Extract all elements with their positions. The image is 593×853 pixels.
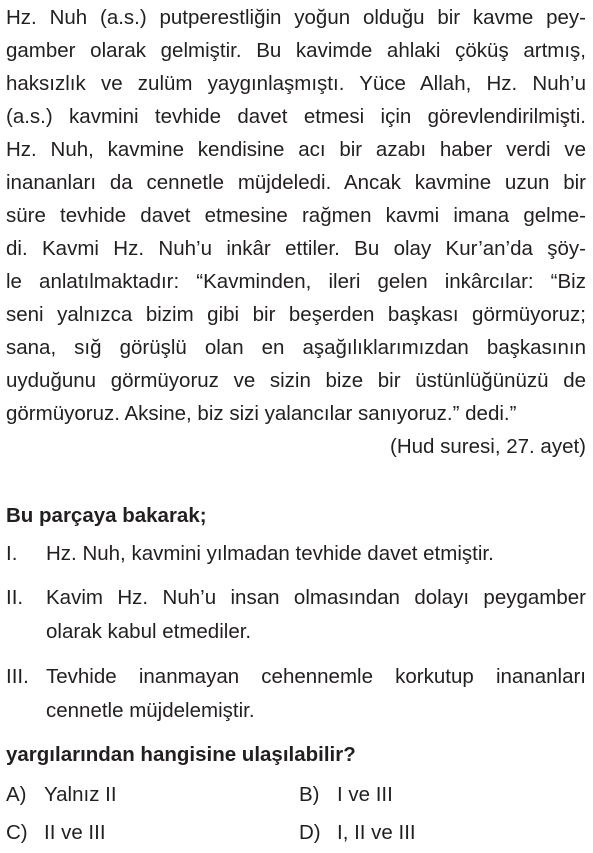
option-letter: D) [299,821,321,844]
option-letter: B) [299,783,320,806]
passage-line: Hz. Nuh (a.s.) putperestliğin yoğun olduğu bir kavme pey- [6,6,586,29]
option-letter: A) [6,783,27,806]
passage-line: uyduğunu görmüyoruz ve sizin bize bir üstünlüğünüzü de [6,369,586,392]
statement-text: Hz. Nuh, kavmini yılmadan tevhide davet etmiştir. [46,542,494,565]
statement-text: olarak kabul etmediler. [46,620,252,643]
passage-line: süre tevhide davet etmesine rağmen kavmi imana gelme- [6,204,586,227]
option-text: Yalnız II [44,783,117,806]
answer-option-b[interactable] [299,777,393,813]
passage-line: sana, sığ görüşlü olan en aşağılıklarımızdan başkasının [6,336,586,359]
passage-line: (a.s.) kavmini tevhide davet etmesi için görevlendirilmişti. [6,105,586,128]
option-letter: C) [6,821,28,844]
passage-line: görmüyoruz. Aksine, biz sizi yalancılar sanıyoruz.” dedi.” [6,402,517,425]
statement-text: Kavim Hz. Nuh’u insan olmasından dolayı peygamber [46,586,586,609]
answer-option-a[interactable] [6,777,117,813]
passage-line: gamber olarak gelmiştir. Bu kavimde ahlaki çöküş artmış, [6,39,586,62]
passage-line: seni yalnızca bizim gibi bir beşerden başkası görmüyoruz; [6,303,586,326]
passage-line: Hz. Nuh, kavmine kendisine acı bir azabı haber verdi ve [6,138,586,161]
passage-line: haksızlık ve zulüm yaygınlaşmıştı. Yüce Allah, Hz. Nuh’u [6,72,586,95]
statement-text: Tevhide inanmayan cehennemle korkutup inananları [46,665,586,688]
option-text: I ve III [337,783,393,806]
statement-number: I. [6,542,18,565]
question-prompt: yargılarından hangisine ulaşılabilir? [6,743,356,766]
question-intro: Bu parçaya bakarak; [6,504,207,527]
answer-option-c[interactable] [6,815,106,851]
statement-number: III. [6,665,29,688]
statement-text: cennetle müjdelemiştir. [46,699,255,722]
passage-line: inananları da cennetle müjdeledi. Ancak kavmine uzun bir [6,171,586,194]
passage-line: di. Kavmi Hz. Nuh’u inkâr ettiler. Bu olay Kur’an’da şöy- [6,237,586,260]
option-text: I, II ve III [337,821,416,844]
statement-number: II. [6,586,24,609]
option-text: II ve III [44,821,106,844]
passage-line: le anlatılmaktadır: “Kavminden, ileri gelen inkârcılar: “Biz [6,270,586,293]
answer-option-d[interactable] [299,815,416,851]
passage-citation: (Hud suresi, 27. ayet) [390,435,586,458]
